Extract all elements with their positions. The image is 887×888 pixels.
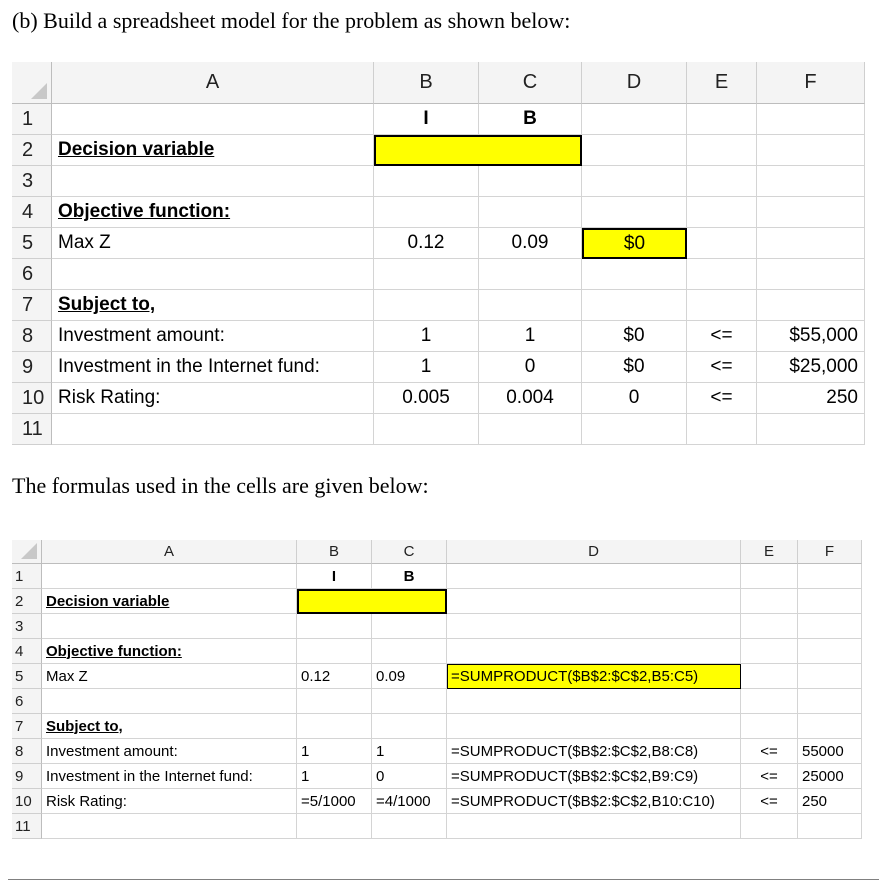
- cell-c8[interactable]: [372, 739, 447, 764]
- cell-value-c1: B: [403, 567, 415, 585]
- row-header-9[interactable]: 9: [12, 764, 42, 789]
- cell-d1[interactable]: [447, 564, 741, 589]
- cell-d2[interactable]: [582, 135, 687, 166]
- cell-a8[interactable]: [52, 321, 374, 352]
- cell-b6[interactable]: [297, 689, 372, 714]
- cell-f2[interactable]: [798, 589, 862, 614]
- cell-c7[interactable]: [479, 290, 582, 321]
- cell-f3[interactable]: [757, 166, 865, 197]
- cell-value-b8: 1: [420, 325, 432, 346]
- cell-value-a2: Decision variable: [58, 139, 215, 160]
- cell-b4[interactable]: [297, 639, 372, 664]
- cell-f4[interactable]: [757, 197, 865, 228]
- cell-a7[interactable]: [52, 290, 374, 321]
- cell-e7[interactable]: [687, 290, 757, 321]
- decision-variable-range[interactable]: [374, 135, 582, 166]
- cell-b9[interactable]: [297, 764, 372, 789]
- cell-c11[interactable]: [372, 814, 447, 839]
- cell-value-f8: 55000: [802, 742, 844, 760]
- cell-f9[interactable]: [798, 764, 862, 789]
- cell-e1[interactable]: [687, 104, 757, 135]
- cell-a11[interactable]: [52, 414, 374, 445]
- cell-f1[interactable]: [798, 564, 862, 589]
- cell-value-d10: =SUMPRODUCT($B$2:$C$2,B10:C10): [451, 792, 715, 810]
- cell-d7[interactable]: [447, 714, 741, 739]
- cell-e3[interactable]: [741, 614, 798, 639]
- cell-f4[interactable]: [798, 639, 862, 664]
- select-all-triangle-icon: [21, 543, 37, 559]
- cell-value-a5: Max Z: [58, 232, 111, 253]
- cell-c10[interactable]: [372, 789, 447, 814]
- column-header-f[interactable]: F: [757, 62, 865, 104]
- cell-value-d9: =SUMPRODUCT($B$2:$C$2,B9:C9): [451, 767, 699, 785]
- cell-value-e10: <=: [760, 792, 778, 810]
- cell-f6[interactable]: [798, 689, 862, 714]
- cell-a9[interactable]: [42, 764, 297, 789]
- select-all-corner[interactable]: [12, 540, 42, 564]
- row-header-8[interactable]: 8: [12, 739, 42, 764]
- cell-d8[interactable]: [447, 739, 741, 764]
- cell-a7[interactable]: [42, 714, 297, 739]
- cell-a5[interactable]: [52, 228, 374, 259]
- cell-value-d8: $0: [623, 325, 645, 346]
- cell-f10[interactable]: [757, 383, 865, 414]
- cell-f5[interactable]: [757, 228, 865, 259]
- cell-c5[interactable]: [372, 664, 447, 689]
- cell-value-a4: Objective function:: [58, 201, 231, 222]
- column-header-d[interactable]: D: [447, 540, 741, 564]
- cell-c9[interactable]: [372, 764, 447, 789]
- cell-b1[interactable]: [374, 104, 479, 135]
- cell-d10[interactable]: [447, 789, 741, 814]
- cell-a6[interactable]: [42, 689, 297, 714]
- cell-b7[interactable]: [374, 290, 479, 321]
- cell-b1[interactable]: [297, 564, 372, 589]
- row-header-11[interactable]: 11: [12, 814, 42, 839]
- cell-value-b10: 0.005: [402, 387, 450, 408]
- column-header-c[interactable]: C: [372, 540, 447, 564]
- column-header-e[interactable]: E: [741, 540, 798, 564]
- cell-value-a9: Investment in the Internet fund:: [46, 767, 253, 785]
- cell-e4[interactable]: [687, 197, 757, 228]
- row-header-11[interactable]: 11: [12, 414, 52, 445]
- cell-a10[interactable]: [42, 789, 297, 814]
- cell-value-b1: I: [331, 567, 337, 585]
- cell-e1[interactable]: [741, 564, 798, 589]
- cell-value-d8: =SUMPRODUCT($B$2:$C$2,B8:C8): [451, 742, 699, 760]
- cell-d11[interactable]: [447, 814, 741, 839]
- cell-value-b9: 1: [420, 356, 432, 377]
- cell-e2[interactable]: [741, 589, 798, 614]
- cell-b4[interactable]: [374, 197, 479, 228]
- cell-c3[interactable]: [372, 614, 447, 639]
- cell-f3[interactable]: [798, 614, 862, 639]
- cell-value-c5: 0.09: [376, 667, 406, 685]
- cell-d6[interactable]: [582, 259, 687, 290]
- cell-c10[interactable]: [479, 383, 582, 414]
- cell-c1[interactable]: [479, 104, 582, 135]
- column-header-b[interactable]: B: [374, 62, 479, 104]
- cell-value-c10: =4/1000: [376, 792, 431, 810]
- cell-d11[interactable]: [582, 414, 687, 445]
- row-header-2[interactable]: 2: [12, 589, 42, 614]
- cell-f8[interactable]: [757, 321, 865, 352]
- cell-a10[interactable]: [52, 383, 374, 414]
- cell-d4[interactable]: [582, 197, 687, 228]
- cell-e3[interactable]: [687, 166, 757, 197]
- cell-e11[interactable]: [687, 414, 757, 445]
- cell-f7[interactable]: [798, 714, 862, 739]
- intro-caption: (b) Build a spreadsheet model for the problem as shown below:: [12, 8, 571, 33]
- row-header-1[interactable]: 1: [12, 564, 42, 589]
- cell-value-a5: Max Z: [46, 667, 88, 685]
- cell-d3[interactable]: [447, 614, 741, 639]
- cell-a4[interactable]: [42, 639, 297, 664]
- cell-a1[interactable]: [52, 104, 374, 135]
- cell-e9[interactable]: [687, 352, 757, 383]
- cell-f9[interactable]: [757, 352, 865, 383]
- cell-e8[interactable]: [687, 321, 757, 352]
- column-header-e[interactable]: E: [687, 62, 757, 104]
- column-header-b[interactable]: B: [297, 540, 372, 564]
- cell-value-d10: 0: [628, 387, 640, 408]
- spreadsheet-model: [12, 62, 878, 444]
- decision-variable-range[interactable]: [297, 589, 447, 614]
- row-header-4[interactable]: 4: [12, 197, 52, 228]
- cell-value-c1: B: [523, 108, 537, 129]
- column-header-c[interactable]: C: [479, 62, 582, 104]
- row-header-3[interactable]: 3: [12, 166, 52, 197]
- select-all-corner[interactable]: [12, 62, 52, 104]
- cell-f7[interactable]: [757, 290, 865, 321]
- cell-d4[interactable]: [447, 639, 741, 664]
- cell-f5[interactable]: [798, 664, 862, 689]
- cell-c5[interactable]: [479, 228, 582, 259]
- cell-value-c9: 0: [524, 356, 536, 377]
- cell-a3[interactable]: [52, 166, 374, 197]
- cell-b10[interactable]: [297, 789, 372, 814]
- cell-e4[interactable]: [741, 639, 798, 664]
- cell-value-a7: Subject to,: [46, 717, 123, 735]
- cell-c6[interactable]: [479, 259, 582, 290]
- cell-e6[interactable]: [687, 259, 757, 290]
- cell-value-b9: 1: [301, 767, 310, 785]
- cell-value-b5: 0.12: [301, 667, 331, 685]
- cell-d10[interactable]: [582, 383, 687, 414]
- cell-c6[interactable]: [372, 689, 447, 714]
- cell-d6[interactable]: [447, 689, 741, 714]
- cell-a11[interactable]: [42, 814, 297, 839]
- cell-value-f9: $25,000: [789, 356, 858, 377]
- cell-value-a2: Decision variable: [46, 592, 170, 610]
- objective-value-text: $0: [623, 232, 646, 254]
- row-header-5[interactable]: 5: [12, 664, 42, 689]
- cell-value-c8: 1: [376, 742, 385, 760]
- cell-a5[interactable]: [42, 664, 297, 689]
- cell-value-a10: Risk Rating:: [58, 387, 161, 408]
- cell-c8[interactable]: [479, 321, 582, 352]
- cell-value-a7: Subject to,: [58, 294, 156, 315]
- cell-a9[interactable]: [52, 352, 374, 383]
- cell-a8[interactable]: [42, 739, 297, 764]
- cell-a3[interactable]: [42, 614, 297, 639]
- row-header-10[interactable]: 10: [12, 383, 52, 414]
- cell-c3[interactable]: [479, 166, 582, 197]
- cell-b11[interactable]: [374, 414, 479, 445]
- cell-value-c10: 0.004: [506, 387, 554, 408]
- cell-value-f10: 250: [826, 387, 858, 408]
- cell-value-a10: Risk Rating:: [46, 792, 127, 810]
- select-all-triangle-icon: [31, 83, 47, 99]
- cell-b7[interactable]: [297, 714, 372, 739]
- column-header-a[interactable]: A: [52, 62, 374, 104]
- cell-e8[interactable]: [741, 739, 798, 764]
- cell-value-a9: Investment in the Internet fund:: [58, 356, 320, 377]
- cell-e11[interactable]: [741, 814, 798, 839]
- cell-f10[interactable]: [798, 789, 862, 814]
- cell-b11[interactable]: [297, 814, 372, 839]
- cell-b8[interactable]: [374, 321, 479, 352]
- column-header-f[interactable]: F: [798, 540, 862, 564]
- cell-e5[interactable]: [741, 664, 798, 689]
- cell-value-d9: $0: [623, 356, 645, 377]
- row-header-9[interactable]: 9: [12, 352, 52, 383]
- cell-f6[interactable]: [757, 259, 865, 290]
- cell-e10[interactable]: [741, 789, 798, 814]
- cell-value-c8: 1: [524, 325, 536, 346]
- cell-c4[interactable]: [479, 197, 582, 228]
- cell-value-b1: I: [423, 108, 429, 129]
- cell-c9[interactable]: [479, 352, 582, 383]
- column-header-d[interactable]: D: [582, 62, 687, 104]
- cell-c4[interactable]: [372, 639, 447, 664]
- cell-a2[interactable]: [42, 589, 297, 614]
- cell-d9[interactable]: [582, 352, 687, 383]
- row-header-7[interactable]: 7: [12, 290, 52, 321]
- cell-b8[interactable]: [297, 739, 372, 764]
- objective-value-text: =SUMPRODUCT($B$2:$C$2,B5:C5): [451, 668, 699, 685]
- cell-d2[interactable]: [447, 589, 741, 614]
- cell-d7[interactable]: [582, 290, 687, 321]
- cell-value-b5: 0.12: [407, 232, 445, 253]
- cell-value-f9: 25000: [802, 767, 844, 785]
- cell-f2[interactable]: [757, 135, 865, 166]
- objective-value-cell[interactable]: [447, 664, 741, 689]
- column-header-a[interactable]: A: [42, 540, 297, 564]
- cell-value-b10: =5/1000: [301, 792, 356, 810]
- cell-b9[interactable]: [374, 352, 479, 383]
- row-header-6[interactable]: 6: [12, 689, 42, 714]
- cell-b3[interactable]: [297, 614, 372, 639]
- cell-e9[interactable]: [741, 764, 798, 789]
- spreadsheet-formulas: [12, 540, 878, 850]
- cell-d1[interactable]: [582, 104, 687, 135]
- cell-e5[interactable]: [687, 228, 757, 259]
- cell-d3[interactable]: [582, 166, 687, 197]
- cell-a4[interactable]: [52, 197, 374, 228]
- cell-d8[interactable]: [582, 321, 687, 352]
- cell-e7[interactable]: [741, 714, 798, 739]
- cell-value-f8: $55,000: [789, 325, 858, 346]
- row-header-1[interactable]: 1: [12, 104, 52, 135]
- row-header-7[interactable]: 7: [12, 714, 42, 739]
- cell-value-e8: <=: [710, 325, 733, 346]
- cell-b5[interactable]: [374, 228, 479, 259]
- objective-value-cell[interactable]: [582, 228, 687, 259]
- cell-f8[interactable]: [798, 739, 862, 764]
- cell-value-c9: 0: [376, 767, 385, 785]
- cell-a6[interactable]: [52, 259, 374, 290]
- cell-f11[interactable]: [798, 814, 862, 839]
- row-header-2[interactable]: 2: [12, 135, 52, 166]
- cell-value-f10: 250: [802, 792, 828, 810]
- cell-c7[interactable]: [372, 714, 447, 739]
- cell-value-b8: 1: [301, 742, 310, 760]
- cell-value-a8: Investment amount:: [46, 742, 178, 760]
- row-header-10[interactable]: 10: [12, 789, 42, 814]
- cell-b3[interactable]: [374, 166, 479, 197]
- cell-value-a8: Investment amount:: [58, 325, 225, 346]
- cell-value-e8: <=: [760, 742, 778, 760]
- cell-e2[interactable]: [687, 135, 757, 166]
- cell-d9[interactable]: [447, 764, 741, 789]
- cell-c1[interactable]: [372, 564, 447, 589]
- cell-f11[interactable]: [757, 414, 865, 445]
- cell-c11[interactable]: [479, 414, 582, 445]
- cell-value-e9: <=: [710, 356, 733, 377]
- cell-e6[interactable]: [741, 689, 798, 714]
- formulas-caption: The formulas used in the cells are given below:: [12, 473, 429, 498]
- cell-f1[interactable]: [757, 104, 865, 135]
- bottom-divider: [8, 879, 879, 880]
- cell-value-a4: Objective function:: [46, 642, 182, 660]
- cell-value-c5: 0.09: [511, 232, 549, 253]
- row-header-3[interactable]: 3: [12, 614, 42, 639]
- cell-a1[interactable]: [42, 564, 297, 589]
- row-header-8[interactable]: 8: [12, 321, 52, 352]
- cell-b6[interactable]: [374, 259, 479, 290]
- cell-b10[interactable]: [374, 383, 479, 414]
- cell-b5[interactable]: [297, 664, 372, 689]
- cell-e10[interactable]: [687, 383, 757, 414]
- cell-a2[interactable]: [52, 135, 374, 166]
- cell-value-e10: <=: [710, 387, 733, 408]
- cell-value-e9: <=: [760, 767, 778, 785]
- row-header-4[interactable]: 4: [12, 639, 42, 664]
- row-header-6[interactable]: 6: [12, 259, 52, 290]
- row-header-5[interactable]: 5: [12, 228, 52, 259]
